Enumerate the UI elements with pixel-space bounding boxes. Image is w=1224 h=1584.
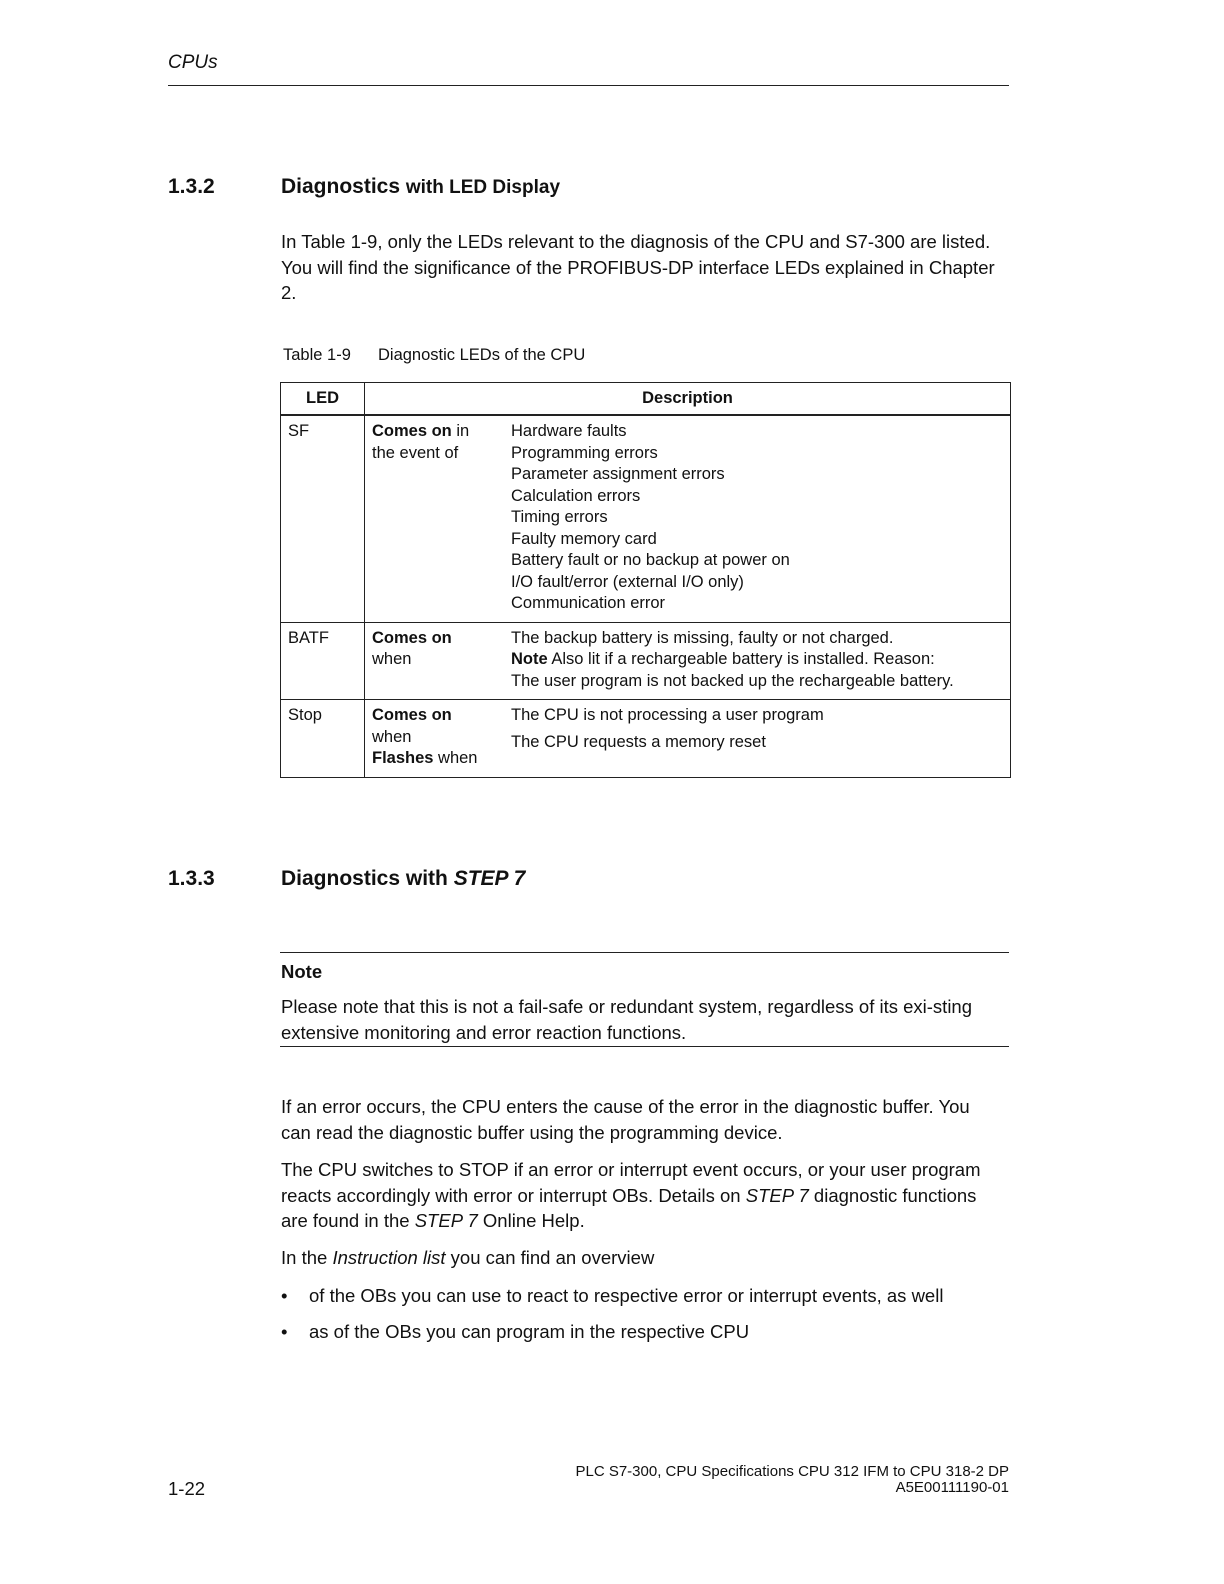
running-header: CPUs (168, 52, 218, 73)
paragraph-text: diagnostic functions are found in the (281, 1184, 977, 1231)
led-cell: BATF (281, 622, 365, 700)
condition-text: when (433, 749, 478, 767)
note-label: Note (511, 650, 548, 668)
condition-text: when (372, 727, 412, 746)
table-caption (283, 346, 585, 365)
table-caption-text: Diagnostic LEDs of the CPU (378, 346, 586, 364)
list-item (281, 1283, 943, 1308)
diagnostic-led-table (280, 382, 1011, 778)
description-line: The CPU is not processing a user program (511, 706, 824, 724)
section-number: 1.3.2 (168, 175, 215, 198)
section-title (281, 175, 560, 199)
description-text (511, 628, 1010, 693)
note-bottom-rule (280, 1046, 1009, 1047)
paragraph-text: In the (281, 1247, 333, 1268)
description-line: The user program is not backed up the rechargeable battery. (511, 671, 954, 690)
intro-paragraph: In Table 1-9, only the LEDs relevant to the diagnosis of the CPU and S7-300 are listed. You will find the significance of the PROFIBUS-DP interface LEDs explained in Chapter 2. (281, 231, 995, 303)
condition-bold: Flashes (372, 749, 434, 767)
bullet-text: as of the OBs you can program in the respective CPU (309, 1321, 750, 1342)
list-item: I/O fault/error (external I/O only) (511, 572, 744, 591)
paragraph-italic: STEP 7 (745, 1184, 809, 1206)
section-title-main: Diagnostics (281, 175, 401, 198)
list-item: Programming errors (511, 443, 658, 462)
section-title-italic: STEP 7 (453, 867, 526, 890)
paragraph-text: Online Help. (477, 1210, 585, 1231)
paragraph (281, 1245, 1011, 1271)
description-cell (365, 415, 1011, 622)
list-item: Battery fault or no backup at power on (511, 551, 790, 569)
bullet-icon: • (281, 1285, 288, 1306)
document-title: PLC S7-300, CPU Specifications CPU 312 IFM to CPU 318-2 DP (575, 1463, 1009, 1480)
section-title-main: Diagnostics with (281, 867, 454, 890)
note-top-rule (280, 952, 1009, 953)
description-line: The CPU requests a memory reset (511, 732, 766, 751)
table-row (281, 700, 1011, 778)
paragraph-italic: STEP 7 (414, 1210, 478, 1231)
section-title (281, 867, 525, 891)
table-caption-number: Table 1-9 (283, 346, 351, 364)
condition-text: the event of (372, 443, 459, 462)
description-cell (365, 700, 1011, 778)
paragraph: If an error occurs, the CPU enters the cause of the error in the diagnostic buffer. You can read the diagnostic buffer using the programming device. (281, 1096, 970, 1143)
condition (365, 628, 511, 693)
condition-bold: Comes on (372, 422, 452, 440)
column-header-description: Description (365, 383, 1011, 416)
note-text: Please note that this is not a fail-safe or redundant system, regardless of its exi-sting extensive monitoring and error reaction functions. (281, 996, 973, 1043)
table-row (281, 622, 1011, 700)
bullet-icon: • (281, 1321, 288, 1342)
led-cell: Stop (281, 700, 365, 778)
condition-bold: Comes on (372, 706, 452, 724)
section-title-rest: with LED Display (405, 177, 561, 198)
description-cell (365, 622, 1011, 700)
section-number: 1.3.3 (168, 867, 215, 890)
condition-text: in (451, 422, 470, 440)
paragraph (281, 1157, 981, 1234)
list-item: Faulty memory card (511, 529, 657, 548)
note-title: Note (281, 961, 323, 982)
fault-list (511, 421, 1010, 615)
condition (365, 421, 511, 615)
table-header-row (281, 383, 1011, 416)
description-line: The backup battery is missing, faulty or not charged. (511, 628, 894, 647)
column-header-led: LED (281, 383, 365, 416)
list-item: Calculation errors (511, 486, 641, 505)
header-divider (168, 85, 1009, 86)
list-item: Parameter assignment errors (511, 465, 725, 483)
condition (365, 705, 511, 770)
table-row (281, 415, 1011, 622)
led-cell: SF (281, 415, 365, 622)
condition-bold: Comes on (372, 628, 452, 647)
list-item: Hardware faults (511, 422, 627, 440)
footer-document-info (560, 1464, 1009, 1496)
document-number: A5E00111190-01 (895, 1479, 1009, 1496)
paragraph-text: The CPU switches to STOP if an error or interrupt event occurs, or your user program reacts accordingly with error or interrupt OBs. Details on (281, 1159, 981, 1206)
condition-text: when (372, 650, 412, 668)
list-item (281, 1319, 749, 1344)
page-number: 1-22 (168, 1478, 206, 1499)
paragraph-text: you can find an overview (445, 1247, 655, 1268)
paragraph-italic: Instruction list (332, 1247, 446, 1268)
list-item: Timing errors (511, 508, 608, 526)
list-item: Communication error (511, 594, 666, 612)
description-text (511, 705, 1010, 770)
bullet-text: of the OBs you can use to react to respective error or interrupt events, as well (309, 1285, 944, 1306)
description-line: Also lit if a rechargeable battery is installed. Reason: (547, 650, 935, 668)
